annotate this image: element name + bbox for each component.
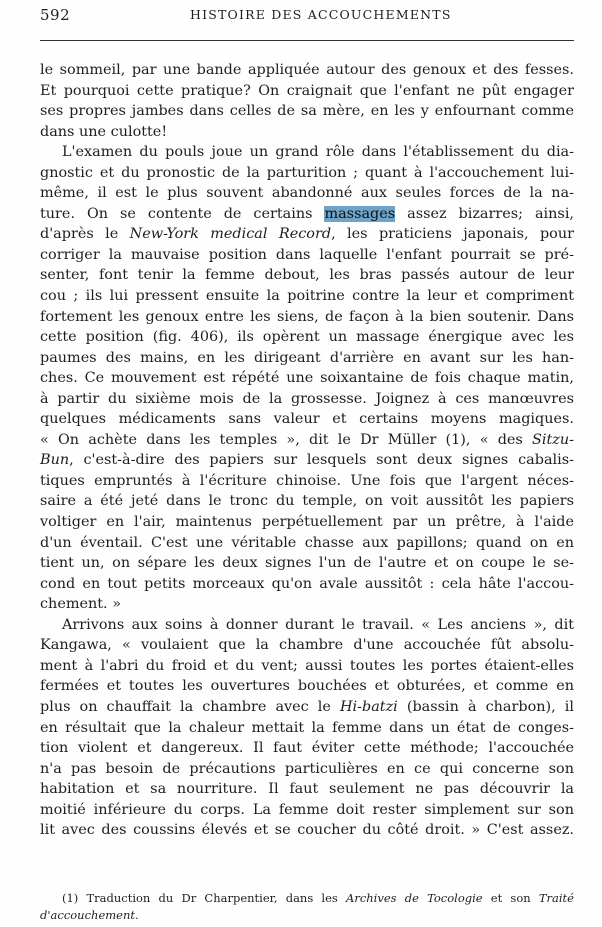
text-line: le sommeil, par une bande appliquée autour des genoux et des fesses. <box>40 62 574 78</box>
text-line: gnostic et du pronostic de la parturition ; quant à l'accouchement lui- <box>40 164 574 181</box>
header-rule <box>40 40 574 41</box>
text-line: corriger la mauvaise position dans laquelle l'enfant pourrait se pré- <box>40 246 574 263</box>
text-line: moitié inférieure du corps. La femme doit rester simplement sur son <box>40 801 574 818</box>
text-line: lit avec des coussins élevés et se coucher du côté droit. » C'est assez. <box>40 822 574 839</box>
text-run: , c'est-à-dire des papiers sur lesquels sont deux signes cabalis- <box>69 452 574 469</box>
text-run: plus on chauffait la chambre avec le <box>40 698 340 715</box>
text-run: ture. On se contente de certains <box>40 205 325 222</box>
footnote-line <box>40 907 574 924</box>
book-title: Traité <box>538 891 574 905</box>
text-line: Arrivons aux soins à donner durant le travail. « Les anciens », dit <box>62 616 574 633</box>
text-line: dans une culotte! <box>40 123 168 140</box>
journal-title: New-York medical Record <box>129 226 332 243</box>
text-line: fortement les genoux entre les siens, de façon à la bien soutenir. Dans <box>40 308 574 325</box>
body-text <box>40 60 574 841</box>
text-line: Kangawa, « voulaient que la chambre d'une accouchée fût absolu- <box>40 637 574 654</box>
text-line: même, il est le plus souvent abandonné aux seules forces de la na- <box>40 185 574 202</box>
text-line: à partir du sixième mois de la grossesse. Joignez à ces manœuvres <box>40 390 574 407</box>
text-line: d'un éventail. C'est une véritable chasse aux papillons; quand on en <box>40 534 574 551</box>
text-run: et son <box>482 891 539 905</box>
foreign-term: Hi-batzi <box>339 698 398 715</box>
text-line: Et pourquoi cette pratique? On craignait que l'enfant ne pût engager <box>40 82 574 99</box>
text-run: d'après le <box>40 226 130 243</box>
text-line: tient un, on sépare les deux signes l'un de l'autre et on coupe le se- <box>40 555 574 572</box>
text-line: fermées et toutes les ouvertures bouchées et obturées, et comme en <box>40 678 574 695</box>
text-line <box>40 224 574 245</box>
text-line <box>40 204 574 225</box>
text-line: tiques empruntés à l'écriture chinoise. Une fois que l'argent néces- <box>40 472 574 489</box>
book-title: d'accouchement <box>40 908 135 922</box>
text-run: . <box>134 908 139 922</box>
text-line <box>40 430 574 451</box>
text-line: n'a pas besoin de précautions particulières en ce qui concerne son <box>40 760 574 777</box>
text-line: voltiger en l'air, maintenus perpétuellement par un prêtre, à l'aide <box>40 514 574 531</box>
running-head <box>40 6 574 32</box>
text-line: tion violent et dangereux. Il faut éviter cette méthode; l'accouchée <box>40 740 574 757</box>
footnote <box>40 890 574 924</box>
foreign-term: Sitzu- <box>532 431 574 448</box>
text-run: , les praticiens japonais, pour <box>331 226 574 243</box>
text-line: cette position (fig. 406), ils opèrent un massage énergique avec les <box>40 329 574 346</box>
text-line: L'examen du pouls joue un grand rôle dans l'établissement du dia- <box>62 144 574 161</box>
foreign-term: Bun <box>40 452 70 469</box>
text-run: « On achète dans les temples », dit le Dr Müller (1), « des <box>40 431 533 448</box>
text-line: paumes des mains, en les dirigeant d'arrière en avant sur les han- <box>40 349 574 366</box>
highlighted-word[interactable]: massages <box>324 205 396 222</box>
running-title: HISTOIRE DES ACCOUCHEMENTS <box>190 7 452 22</box>
text-line: ment à l'abri du froid et du vent; aussi toutes les portes étaient-elles <box>40 657 574 674</box>
text-line: chement. » <box>40 596 122 613</box>
text-line <box>40 697 574 718</box>
footnote-line <box>40 890 574 907</box>
text-line: ses propres jambes dans celles de sa mère, en les y enfournant comme <box>40 103 574 120</box>
text-line: quelques médicaments sans valeur et certains moyens magiques. <box>40 411 574 428</box>
text-run: (bassin à charbon), il <box>397 698 574 715</box>
text-line: senter, font tenir la femme debout, les bras passés autour de leur <box>40 267 574 284</box>
text-line: en résultait que la chaleur mettait la femme dans un état de conges- <box>40 719 574 736</box>
journal-title: Archives de Tocologie <box>346 891 483 905</box>
text-run: assez bizarres; ainsi, <box>395 205 574 222</box>
text-line: ches. Ce mouvement est répété une soixantaine de fois chaque matin, <box>40 370 574 387</box>
text-line: cond en tout petits morceaux qu'on avale aussitôt : cela hâte l'accou- <box>40 575 574 592</box>
text-line: habitation et sa nourriture. Il faut seulement ne pas découvrir la <box>40 781 574 798</box>
text-line: saire a été jeté dans le tronc du temple, on voit aussitôt les papiers <box>40 493 574 510</box>
text-run: (1) Traduction du Dr Charpentier, dans les <box>62 891 347 905</box>
text-line: cou ; ils lui pressent ensuite la poitrine contre la leur et compriment <box>40 288 574 305</box>
page-number: 592 <box>40 6 71 24</box>
text-line <box>40 450 574 471</box>
